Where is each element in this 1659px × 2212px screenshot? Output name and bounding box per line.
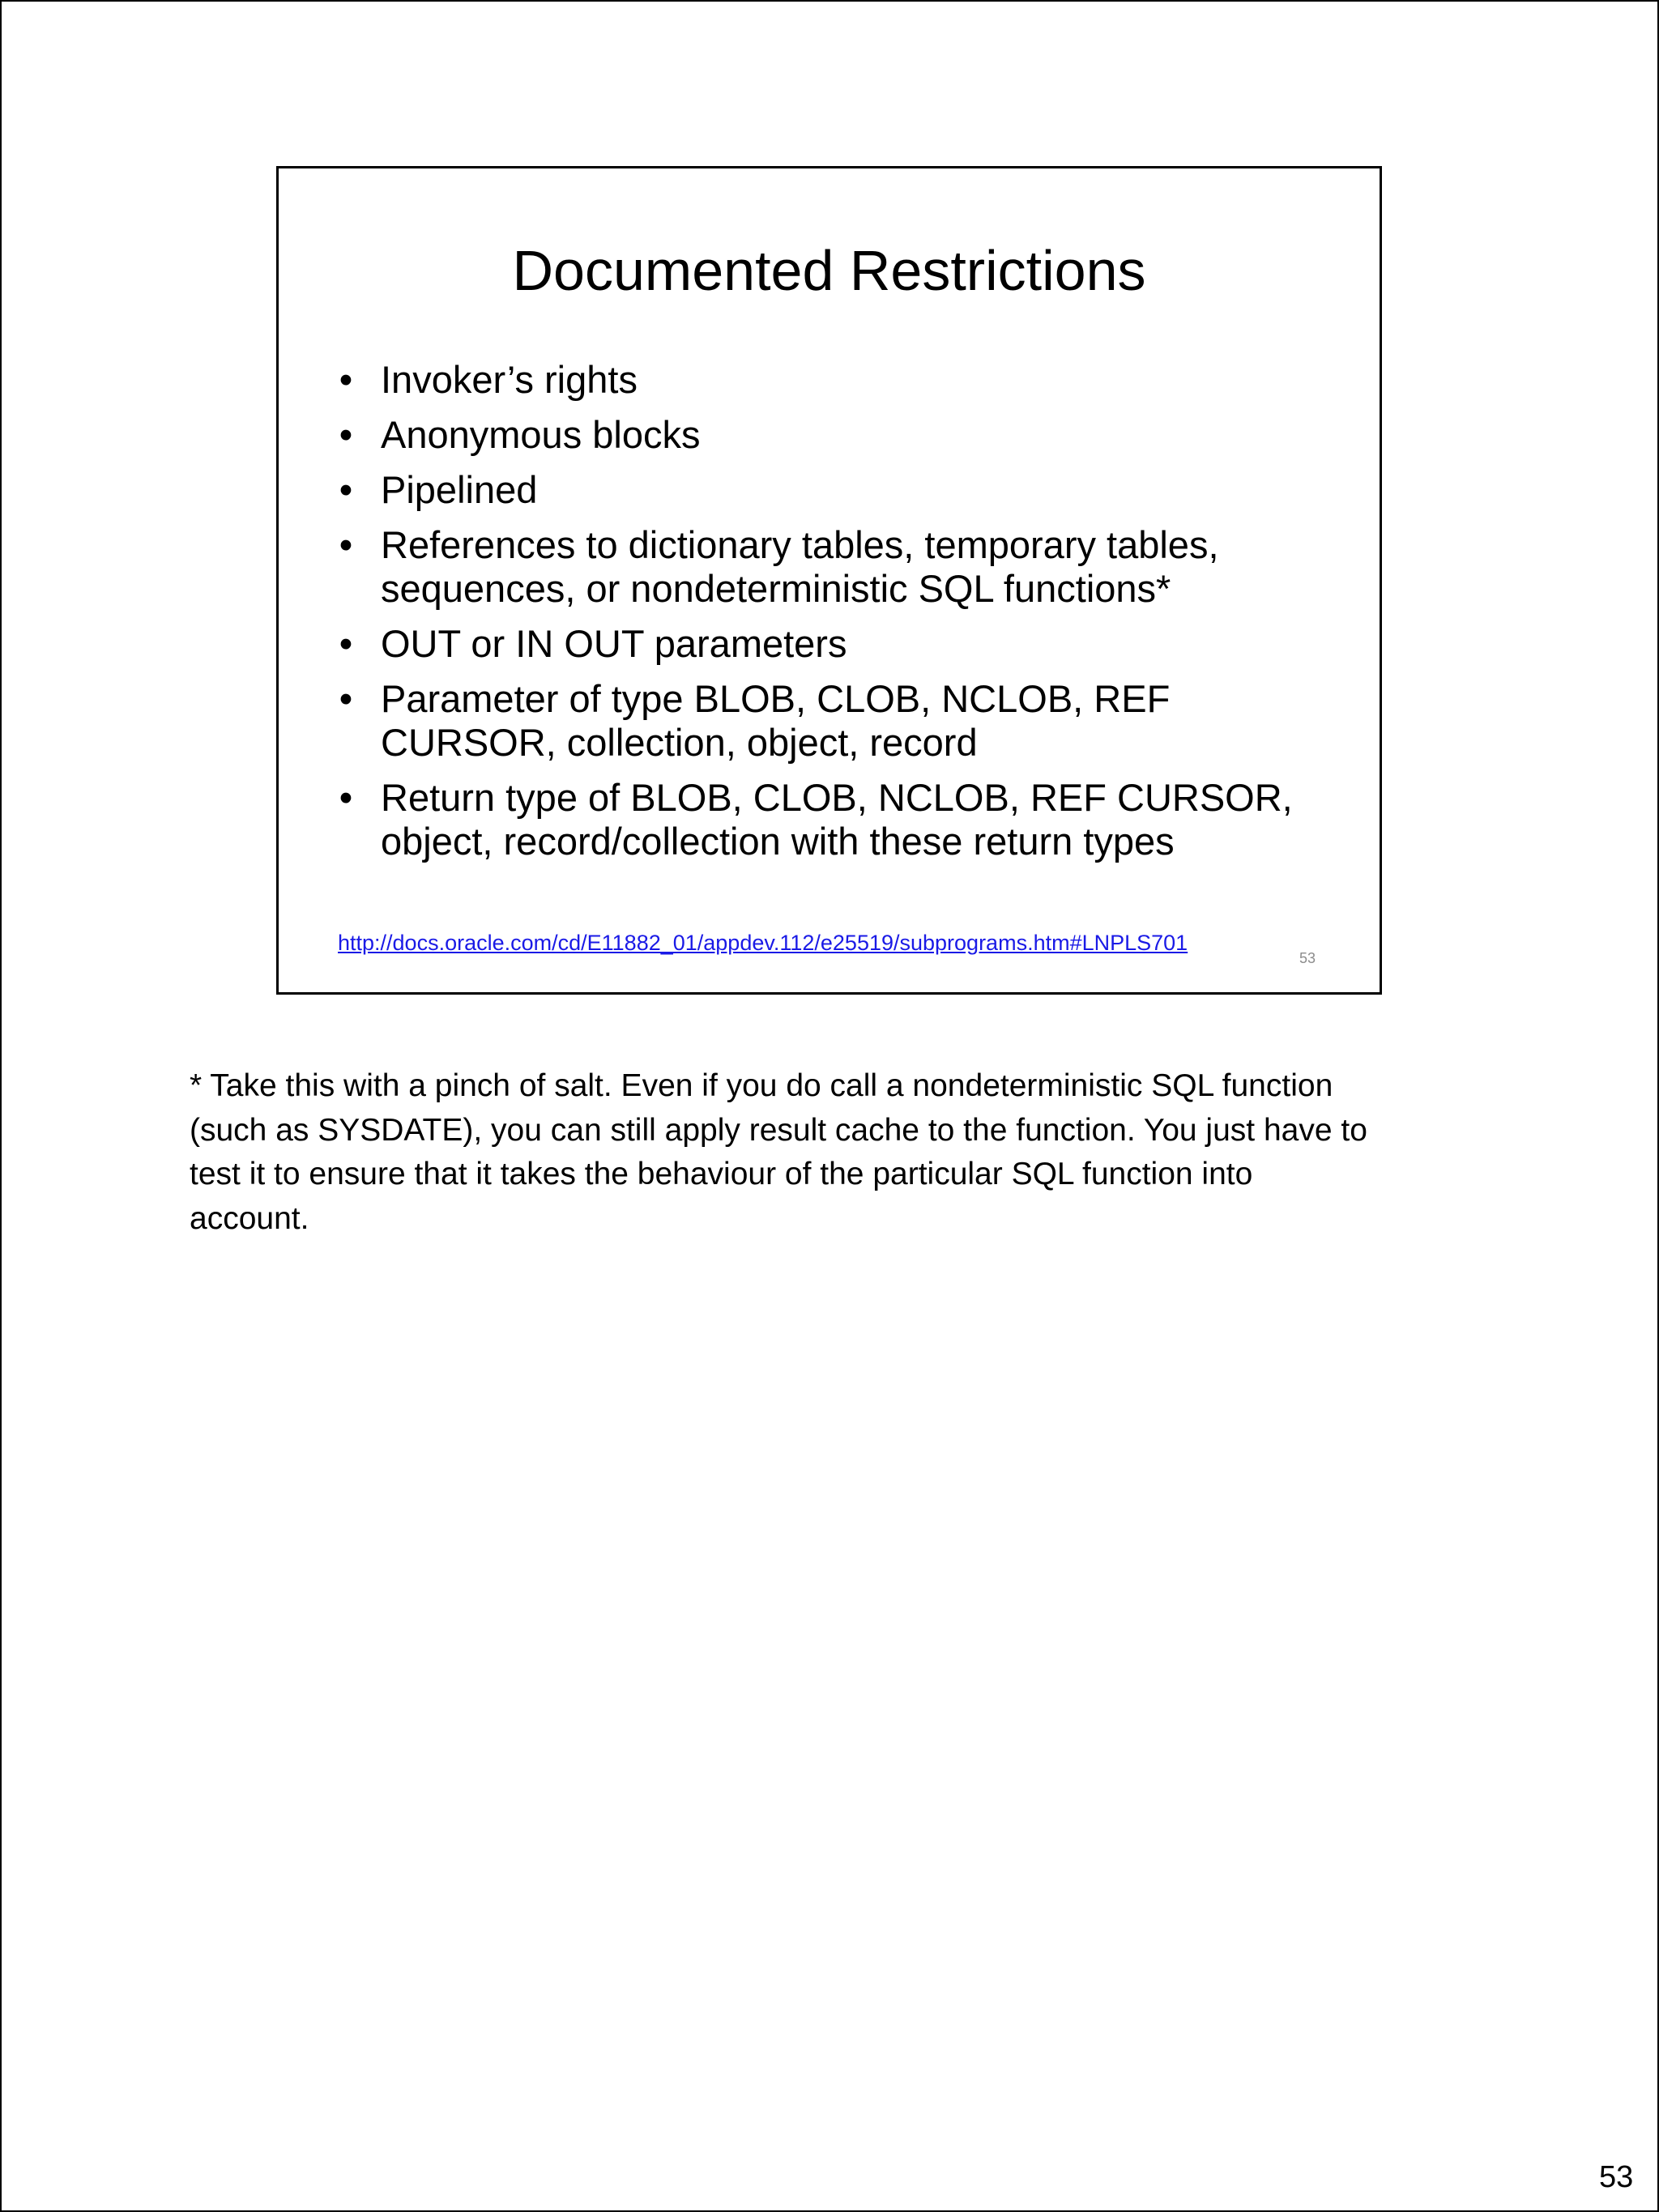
bullet-text-line: References to dictionary tables, temporary tables,: [381, 523, 1219, 566]
bullet-text: Pipelined: [381, 468, 538, 511]
bullet-dot: •: [339, 776, 353, 819]
bullet-dot: •: [339, 677, 353, 720]
bullet-text-line: Return type of BLOB, CLOB, NCLOB, REF CURSOR,: [381, 776, 1293, 819]
bullet-text: Invoker’s rights: [381, 358, 638, 401]
bullet-item: [334, 523, 1354, 611]
bullet-list: [334, 358, 1354, 875]
notes-line: * Take this with a pinch of salt. Even if you do call a nondeterministic SQL function: [190, 1068, 1333, 1103]
notes-line: test it to ensure that it takes the behaviour of the particular SQL function into: [190, 1157, 1253, 1191]
bullet-item: [334, 413, 1354, 457]
slide-thumbnail: [276, 166, 1382, 995]
notes-line: (such as SYSDATE), you can still apply result cache to the function. You just have to: [190, 1112, 1367, 1148]
bullet-item: [334, 358, 1354, 402]
bullet-item: [334, 622, 1354, 666]
bullet-text-line: CURSOR, collection, object, record: [381, 721, 978, 764]
bullet-item: [334, 776, 1354, 863]
bullet-text: OUT or IN OUT parameters: [381, 622, 847, 665]
bullet-dot: •: [339, 523, 353, 566]
bullet-dot: •: [339, 468, 353, 511]
bullet-item: [334, 468, 1354, 512]
bullet-text: Anonymous blocks: [381, 413, 701, 456]
bullet-dot: •: [339, 413, 353, 456]
speaker-notes: [190, 1064, 1453, 1241]
bullet-text-line: Parameter of type BLOB, CLOB, NCLOB, REF: [381, 677, 1171, 720]
page-number: 53: [1599, 2160, 1634, 2194]
bullet-text-line: sequences, or nondeterministic SQL functions*: [381, 567, 1171, 610]
notes-line: account.: [190, 1200, 309, 1236]
bullet-text-line: object, record/collection with these return types: [381, 820, 1175, 863]
slide-number: 53: [1299, 950, 1316, 966]
bullet-dot: •: [339, 358, 353, 401]
bullet-dot: •: [339, 622, 353, 665]
bullet-item: [334, 677, 1354, 765]
oracle-docs-link[interactable]: http://docs.oracle.com/cd/E11882_01/appdev.112/e25519/subprograms.htm#LNPLS701: [338, 931, 1188, 955]
slide-title: Documented Restrictions: [512, 239, 1146, 302]
